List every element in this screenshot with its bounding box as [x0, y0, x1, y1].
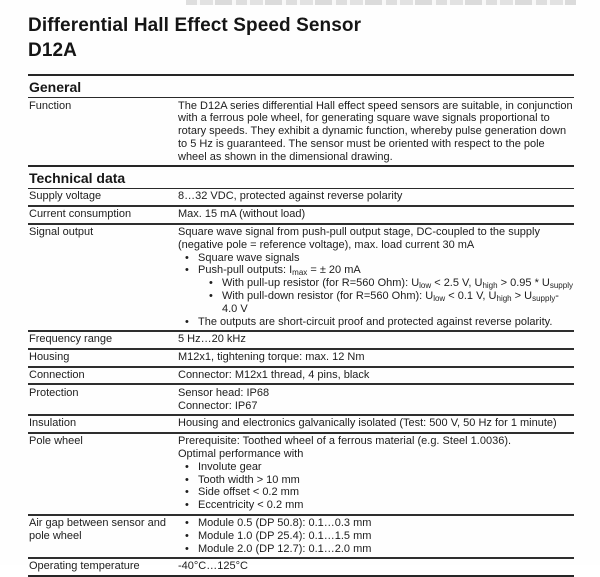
spec-value-housing — [178, 351, 574, 364]
page-title-line2: D12A — [28, 40, 77, 61]
spec-value-operating-temperature — [178, 560, 574, 573]
section-heading-technical-data: Technical data — [28, 167, 574, 189]
value-line: Connector: M12x1 thread, 4 pins, black — [178, 369, 370, 382]
bullet-item: • Involute gear — [178, 461, 574, 474]
spec-label-current-consumption: Current consumption — [29, 208, 132, 221]
value-line: -40°C…125°C — [178, 560, 248, 573]
bullet-item: • With pull-up resistor (for R=560 Ohm): $U_{low} < 2.5$ V, $U_{high} > 0.95 * U_{supply}$ — [178, 277, 574, 290]
spec-value-current-consumption — [178, 208, 574, 221]
spec-row-operating-temperature — [28, 557, 574, 575]
spec-value-protection — [178, 387, 574, 413]
spec-label-supply-voltage: Supply voltage — [29, 190, 102, 203]
spec-row-protection — [28, 383, 574, 414]
value-line: Square wave signal from push-pull output stage, DC-coupled to the supply (negative pole = reference voltage), max. load current 30 mA — [178, 226, 540, 251]
spec-row-pole-wheel — [28, 432, 574, 514]
value-line: Optimal performance with — [178, 448, 304, 461]
spec-value-connection — [178, 369, 574, 382]
spec-value-insulation — [178, 417, 574, 430]
value-line: Prerequisite: Toothed wheel of a ferrous material (e.g. Steel 1.0036). — [178, 435, 512, 448]
page-title — [28, 13, 574, 63]
bullet-item: • Square wave signals — [178, 252, 574, 265]
spec-row-current-consumption — [28, 205, 574, 223]
spec-row-housing — [28, 348, 574, 366]
bullet-item: • Push-pull outputs: $I_{max}$ = ± 20 mA — [178, 264, 574, 277]
sections — [28, 74, 574, 577]
spec-label-insulation: Insulation — [29, 417, 77, 430]
spec-value-frequency-range — [178, 333, 574, 346]
spec-label-housing: Housing — [29, 351, 70, 364]
spec-row-signal-output — [28, 223, 574, 330]
value-line: Max. 15 mA (without load) — [178, 208, 306, 221]
bullet-item: • Eccentricity < 0.2 mm — [178, 499, 574, 512]
spec-label-connection: Connection — [29, 369, 85, 382]
page-title-line1: Differential Hall Effect Speed Sensor — [28, 15, 362, 36]
spec-row-supply-voltage — [28, 189, 574, 205]
spec-label-function: Function — [29, 99, 72, 112]
spec-label-operating-temperature: Operating temperature — [29, 560, 140, 573]
spec-value-signal-output — [178, 226, 574, 328]
section-technical-data — [28, 165, 574, 575]
bullet-item: • With pull-down resistor (for R=560 Ohm): $U_{low} < 0.1$ V, $U_{high} > U_{supply}-4.0$ V — [178, 290, 574, 316]
bullet-item: • Module 1.0 (DP 25.4): 0.1…1.5 mm — [178, 530, 574, 543]
spec-label-air-gap: Air gap between sensor and pole wheel — [29, 517, 166, 542]
spec-row-frequency-range — [28, 330, 574, 348]
spec-row-air-gap — [28, 514, 574, 557]
spec-value-function — [178, 100, 574, 164]
bullet-item: • Side offset < 0.2 mm — [178, 486, 574, 499]
value-line: 5 Hz…20 kHz — [178, 333, 246, 346]
spec-value-pole-wheel — [178, 435, 574, 512]
value-line: The D12A series differential Hall effect speed sensors are suitable, in conjunction with a ferrous pole wheel, for generating square wave signals proportional to rotary speeds. They exhibit a dynamic function, whereby pulse generation down to 5 Hz is guaranteed. The sensor must be oriented with respect to the pole wheel as shown in the dimensional drawing. — [178, 99, 573, 163]
value-line: Connector: IP67 — [178, 399, 258, 412]
spec-label-pole-wheel: Pole wheel — [29, 435, 83, 448]
spec-value-supply-voltage — [178, 190, 574, 203]
spec-label-protection: Protection — [29, 386, 79, 399]
spec-row-insulation — [28, 414, 574, 432]
datasheet-content — [28, 13, 574, 577]
spec-label-frequency-range: Frequency range — [29, 333, 113, 346]
bullet-item: • The outputs are short-circuit proof and protected against reverse polarity. — [178, 316, 574, 329]
spec-label-signal-output: Signal output — [29, 226, 94, 239]
bullet-item: • Tooth width > 10 mm — [178, 474, 574, 487]
section-heading-general: General — [28, 76, 574, 98]
spec-row-function — [28, 98, 574, 165]
value-line: Housing and electronics galvanically isolated (Test: 500 V, 50 Hz for 1 minute) — [178, 417, 557, 430]
cropped-scan-artifact — [186, 0, 576, 5]
spec-row-connection — [28, 366, 574, 384]
value-line: M12x1, tightening torque: max. 12 Nm — [178, 351, 365, 364]
section-general — [28, 74, 574, 165]
bullet-item: • Module 0.5 (DP 50.8): 0.1…0.3 mm — [178, 517, 574, 530]
value-line: 8…32 VDC, protected against reverse polarity — [178, 190, 403, 203]
value-line: Sensor head: IP68 — [178, 386, 270, 399]
spec-value-air-gap — [178, 517, 574, 555]
bullet-item: • Module 2.0 (DP 12.7): 0.1…2.0 mm — [178, 543, 574, 556]
